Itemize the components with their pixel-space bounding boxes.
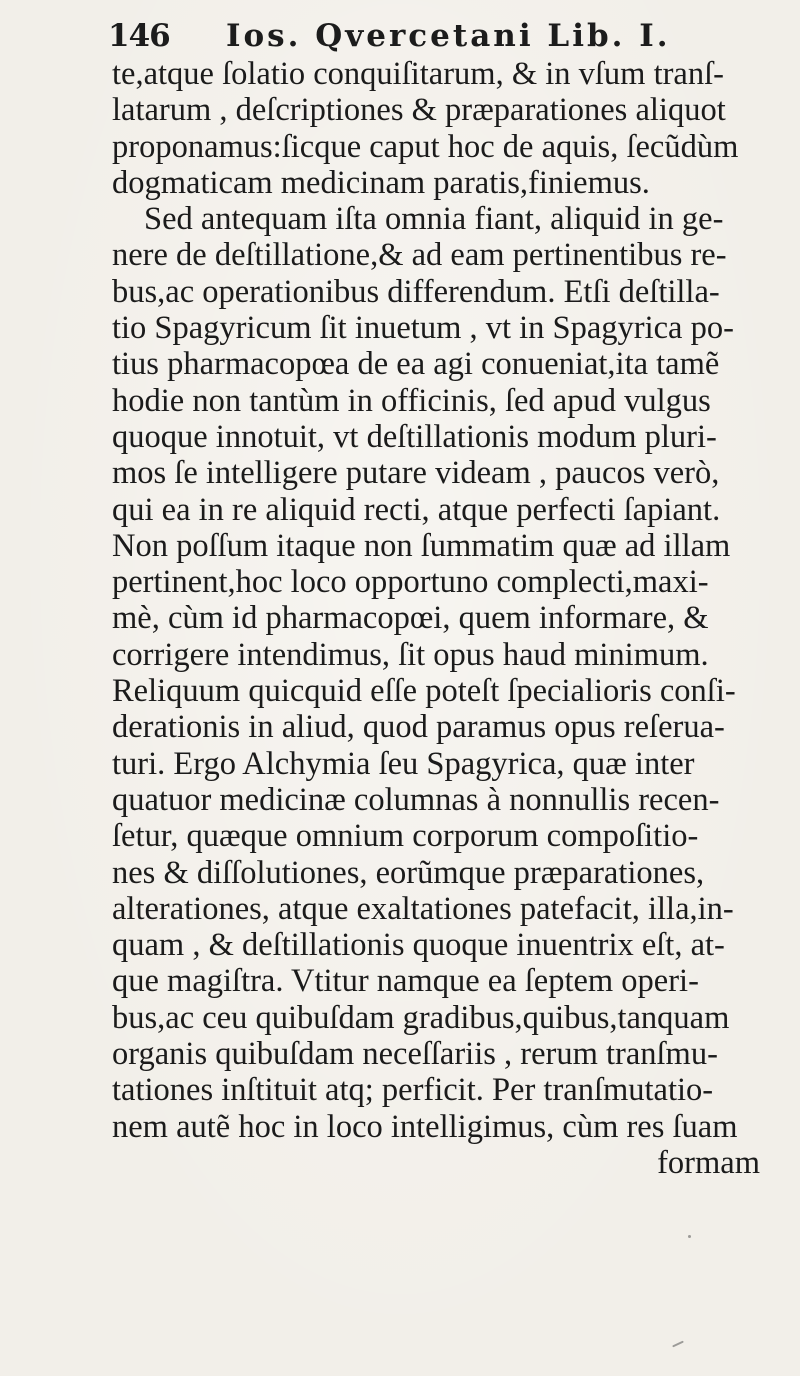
page-header (108, 14, 788, 62)
text-line: alterationes, atque exaltationes patefacit, illa,in- (112, 890, 734, 927)
text-line: Reliquum quicquid eſſe poteſt ſpecialioris conſi- (112, 673, 736, 710)
text-line: Non poſſum itaque non ſummatim quæ ad illam (112, 527, 731, 564)
text-line: hodie non tantùm in officinis, ſed apud vulgus (112, 382, 711, 419)
text-line: que magiſtra. Vtitur namque ea ſeptem operi- (112, 963, 699, 1000)
paragraph-start-line: Sed antequam iſta omnia fiant, aliquid in ge- (144, 201, 724, 238)
text-line: nere de deſtillatione,& ad eam pertinentibus re- (112, 237, 727, 274)
text-line: quam , & deſtillationis quoque inuentrix eſt, at- (112, 927, 725, 964)
text-line: quoque innotuit, vt deſtillationis modum pluri- (112, 418, 717, 455)
text-line: nes & diſſolutiones, eorũmque præparationes, (112, 854, 705, 891)
text-line: dogmaticam medicinam paratis,finiemus. (112, 164, 650, 201)
text-line: derationis in aliud, quod paramus opus reſerua- (112, 709, 725, 746)
text-line: corrigere intendimus, ſit opus haud minimum. (112, 636, 709, 673)
text-line: proponamus:ſicque caput hoc de aquis, ſecũdùm (112, 128, 739, 165)
paper-speck (688, 1235, 691, 1238)
text-line: quatuor medicinæ columnas à nonnullis recen- (112, 781, 720, 818)
text-line: qui ea in re aliquid recti, atque perfecti ſapiant. (112, 491, 721, 528)
text-line: latarum , deſcriptiones & præparationes aliquot (112, 92, 726, 129)
text-line: bus,ac operationibus differendum. Etſi deſtilla- (112, 273, 720, 310)
text-line: bus,ac ceu quibuſdam gradibus,quibus,tanquam (112, 999, 730, 1036)
text-line: tationes inſtituit atq; perficit. Per tranſmutatio- (112, 1072, 714, 1109)
body-text (112, 56, 800, 1181)
text-line: mè, cùm id pharmacopœi, quem informare, & (112, 600, 709, 637)
text-line: tius pharmacopœa de ea agi conueniat,ita tamẽ (112, 346, 720, 383)
text-line: tio Spagyricum ſit inuetum , vt in Spagyrica po- (112, 310, 734, 347)
text-line: turi. Ergo Alchymia ſeu Spagyrica, quæ inter (112, 745, 695, 782)
text-line: ſetur, quæque omnium corporum compoſitio- (112, 818, 699, 855)
running-head: Ios. Qvercetani Lib. I. (226, 18, 671, 54)
text-line: mos ſe intelligere putare videam , paucos verò, (112, 455, 720, 492)
paper-speck (672, 1341, 684, 1348)
catchword: formam (657, 1144, 760, 1181)
text-line: organis quibuſdam neceſſariis , rerum tranſmu- (112, 1036, 718, 1073)
text-line: te,atque ſolatio conquiſitarum, & in vſum tranſ- (112, 56, 724, 92)
page-number: 146 (108, 18, 170, 54)
text-line: pertinent,hoc loco opportuno complecti,maxi- (112, 564, 709, 601)
text-line: nem autẽ hoc in loco intelligimus, cùm res ſuam (112, 1108, 738, 1145)
